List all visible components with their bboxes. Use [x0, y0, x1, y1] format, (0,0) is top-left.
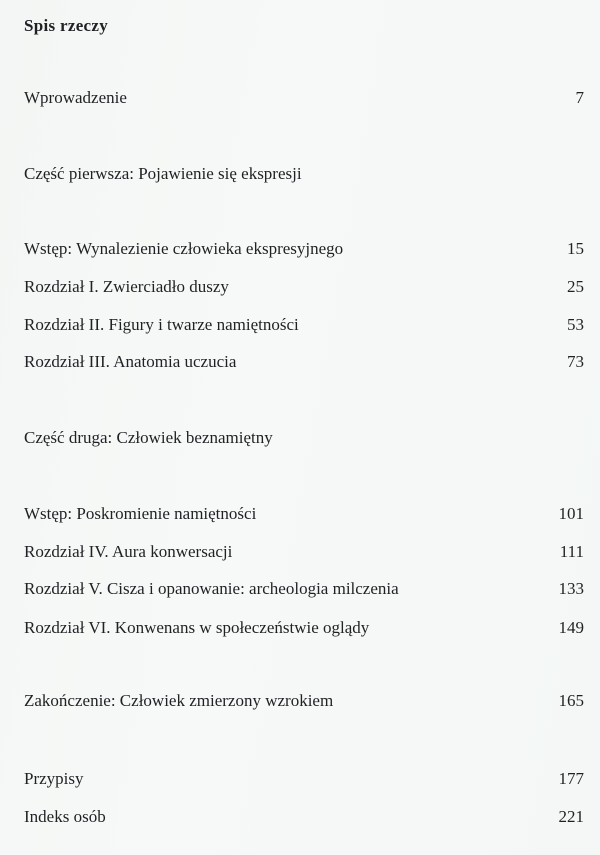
entry-page-number: 101: [558, 504, 584, 523]
entry-page-number: 25: [567, 277, 584, 296]
entry-title: Indeks osób: [24, 807, 106, 826]
entry-title: Rozdział III. Anatomia uczucia: [24, 352, 237, 371]
toc-entry-introduction[interactable]: [24, 87, 584, 109]
toc-heading: Spis rzeczy: [24, 16, 109, 35]
entry-title: Wstęp: Poskromienie namiętności: [24, 504, 257, 523]
toc-entry-conclusion[interactable]: [24, 690, 584, 712]
entry-page-number: 15: [567, 239, 584, 258]
entry-title: Wprowadzenie: [24, 88, 127, 107]
entry-title: Wstęp: Wynalezienie człowieka ekspresyjnego: [24, 239, 344, 258]
toc-entry[interactable]: [24, 351, 584, 373]
toc-entry[interactable]: [24, 617, 584, 639]
toc-entry-index[interactable]: [24, 806, 584, 828]
part-one-title: Część pierwsza: Pojawienie się ekspresji: [24, 164, 302, 183]
entry-title: Rozdział V. Cisza i opanowanie: archeologia milczenia: [24, 579, 399, 598]
entry-title: Rozdział IV. Aura konwersacji: [24, 542, 233, 561]
entry-page-number: 111: [559, 542, 584, 561]
entry-page-number: 73: [567, 352, 584, 371]
entry-title: Rozdział II. Figury i twarze namiętności: [24, 315, 299, 334]
entry-title: Rozdział VI. Konwenans w społeczeństwie oglądy: [24, 618, 370, 637]
entry-page-number: 7: [575, 88, 584, 107]
entry-page-number: 149: [558, 618, 584, 637]
entry-page-number: 177: [558, 769, 584, 788]
toc-entry[interactable]: [24, 238, 584, 260]
toc-entry[interactable]: [24, 541, 584, 563]
toc-entry[interactable]: [24, 276, 584, 298]
entry-page-number: 165: [558, 691, 584, 710]
entry-title: Przypisy: [24, 769, 84, 788]
toc-entry[interactable]: [24, 503, 584, 525]
part-two-title: Część druga: Człowiek beznamiętny: [24, 428, 273, 447]
toc-entry-notes[interactable]: [24, 768, 584, 790]
toc-entry[interactable]: [24, 314, 584, 336]
entry-page-number: 53: [567, 315, 584, 334]
entry-title: Rozdział I. Zwierciadło duszy: [24, 277, 229, 296]
toc-entry[interactable]: [24, 578, 584, 600]
entry-page-number: 133: [558, 579, 584, 598]
entry-page-number: 221: [558, 807, 584, 826]
entry-title: Zakończenie: Człowiek zmierzony wzrokiem: [24, 691, 334, 710]
